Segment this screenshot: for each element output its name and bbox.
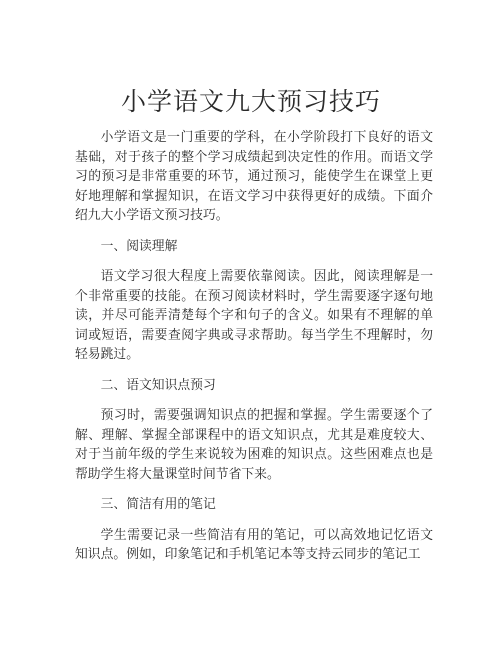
section-heading-reading: 一、阅读理解 <box>100 238 178 254</box>
section-heading-knowledge: 二、语文知识点预习 <box>100 377 216 393</box>
section-body-knowledge: 预习时，需要强调知识点的把握和掌握。学生需要逐个了解、理解、掌握全部课程中的语文知识点，尤其是难度较大、对于当前年级的学生来说较为困难的知识点。这些困难点也是帮助学生将大量课堂时间节省下来。 <box>75 408 433 482</box>
section-heading-notes: 三、简洁有用的笔记 <box>100 497 216 512</box>
document-body <box>75 128 433 576</box>
document-title: 小学语文九大预习技巧 <box>120 87 381 116</box>
intro-paragraph: 小学语文是一门重要的学科，在小学阶段打下良好的语文基础，对于孩子的整个学习成绩起到决定性的作用。而语文学习的预习是非常重要的环节，通过预习，能使学生在课堂上更好地理解和掌握知识，在语文学习中获得更好的成绩。下面介绍九大小学语文预习技巧。 <box>75 130 433 223</box>
section-body-reading: 语文学习很大程度上需要依靠阅读。因此，阅读理解是一个非常重要的技能。在预习阅读材料时，学生需要逐字逐句地读，并尽可能弄清楚每个字和句子的含义。如果有不理解的单词或短语，需要查阅字典或寻求帮助。每当学生不理解时，勿轻易跳过。 <box>75 269 433 362</box>
section-body-notes: 学生需要记录一些简洁有用的笔记，可以高效地记忆语文知识点。例如，印象笔记和手机笔记本等支持云同步的笔记工 <box>75 527 433 562</box>
